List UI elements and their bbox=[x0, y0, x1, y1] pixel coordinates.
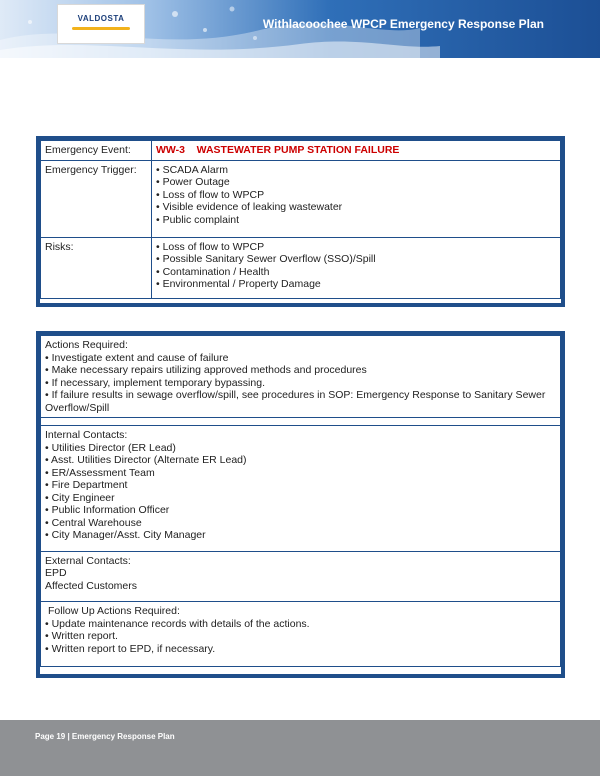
document-title: Withlacoochee WPCP Emergency Response Plan bbox=[262, 17, 544, 31]
list-item: • Public Information Officer bbox=[45, 504, 170, 516]
internal-contacts-title: Internal Contacts: bbox=[45, 429, 128, 441]
list-item: • Central Warehouse bbox=[45, 516, 142, 529]
trigger-row bbox=[41, 160, 561, 237]
internal-contacts-row bbox=[41, 426, 561, 552]
footer-text: Page 19 | Emergency Response Plan bbox=[35, 732, 175, 741]
logo-text: VALDOSTA bbox=[77, 14, 125, 23]
list-item: • Loss of flow to WPCP bbox=[156, 240, 265, 253]
internal-contacts-cell bbox=[41, 426, 561, 552]
list-item: • City Engineer bbox=[45, 491, 115, 504]
list-item: • Make necessary repairs utilizing approved methods and procedures bbox=[45, 364, 367, 376]
event-table bbox=[40, 140, 561, 299]
risks-row bbox=[41, 237, 561, 298]
cell-padding bbox=[45, 592, 556, 598]
followup-cell bbox=[41, 602, 561, 667]
list-item: Affected Customers bbox=[45, 579, 138, 592]
list-item: • Contamination / Health bbox=[156, 265, 270, 278]
event-row bbox=[41, 141, 561, 161]
external-contacts-cell bbox=[41, 551, 561, 602]
list-item: • Written report to EPD, if necessary. bbox=[45, 642, 216, 655]
followup-row bbox=[41, 602, 561, 667]
external-contacts-title: External Contacts: bbox=[45, 554, 131, 567]
external-contacts-row bbox=[41, 551, 561, 602]
list-item: • Written report. bbox=[45, 630, 118, 642]
list-item: • Environmental / Property Damage bbox=[156, 278, 321, 290]
actions-title: Actions Required: bbox=[45, 339, 128, 351]
event-label: Emergency Event: bbox=[41, 141, 152, 161]
actions-table bbox=[40, 335, 561, 667]
actions-cell bbox=[41, 336, 561, 418]
event-value: WW-3 WASTEWATER PUMP STATION FAILURE bbox=[152, 141, 561, 161]
spacer-cell bbox=[41, 418, 561, 426]
valdosta-logo bbox=[57, 4, 145, 44]
actions-table-frame bbox=[36, 331, 565, 678]
risks-list bbox=[152, 237, 561, 298]
spacer-row bbox=[41, 418, 561, 426]
list-item: • Update maintenance records with details of the actions. bbox=[45, 617, 310, 630]
list-item: • Asst. Utilities Director (Alternate ER Lead) bbox=[45, 454, 247, 466]
list-item: • Investigate extent and cause of failure bbox=[45, 351, 229, 364]
cell-padding bbox=[45, 542, 556, 548]
list-item: • Possible Sanitary Sewer Overflow (SSO)/Spill bbox=[156, 253, 376, 265]
page-header bbox=[0, 0, 600, 58]
list-item: EPD bbox=[45, 567, 67, 579]
page-footer bbox=[0, 720, 600, 776]
cell-padding bbox=[45, 655, 556, 663]
logo-swoosh bbox=[72, 27, 130, 30]
trigger-list bbox=[152, 160, 561, 237]
list-item: • Utilities Director (ER Lead) bbox=[45, 441, 176, 454]
list-item: • Public complaint bbox=[156, 213, 240, 226]
list-item: • If necessary, implement temporary bypassing. bbox=[45, 376, 265, 389]
list-item: • SCADA Alarm bbox=[156, 163, 228, 176]
list-item: • ER/Assessment Team bbox=[45, 466, 155, 479]
list-item: • Fire Department bbox=[45, 479, 128, 491]
list-item: • Loss of flow to WPCP bbox=[156, 188, 265, 201]
list-item: • Power Outage bbox=[156, 176, 230, 188]
followup-title: Follow Up Actions Required: bbox=[48, 605, 180, 617]
list-item: • Visible evidence of leaking wastewater bbox=[156, 201, 343, 213]
risks-label: Risks: bbox=[41, 237, 152, 298]
list-item: • City Manager/Asst. City Manager bbox=[45, 529, 206, 541]
event-table-frame bbox=[36, 136, 565, 307]
actions-row bbox=[41, 336, 561, 418]
list-item: • If failure results in sewage overflow/spill, see procedures in SOP: Emergency Response to Sanitary Sewer Overflow/Spill bbox=[45, 389, 546, 414]
trigger-label: Emergency Trigger: bbox=[41, 160, 152, 237]
